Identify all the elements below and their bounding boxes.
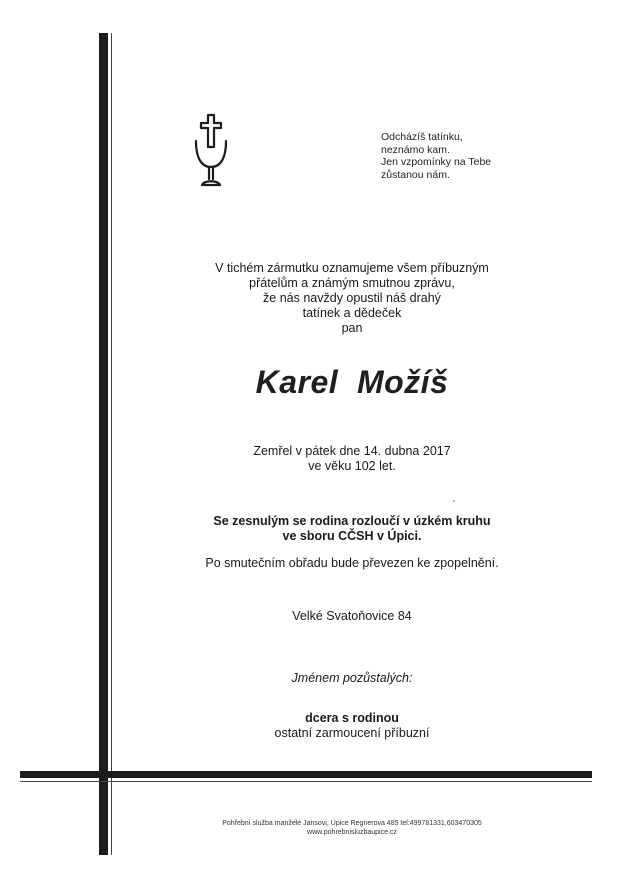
mourner-primary: dcera s rodinou [305,711,399,725]
deceased-name: Karel Možíš [255,364,449,400]
death-details [112,444,592,474]
address: Velké Svatoňovice 84 [292,609,412,623]
scan-speck [453,500,455,502]
announcement-line: V tichém zármutku oznamujeme všem příbuzným [215,261,489,275]
poem-line: zůstanou nám. [381,168,450,181]
poem-line: Jen vzpomínky na Tebe [381,156,492,168]
announcement-line: pan [341,321,363,335]
death-date-line: Zemřel v pátek dne 14. dubna 2017 [253,444,451,458]
poem-line: Odcházíš tatínku, [381,131,463,143]
farewell-details [112,514,592,544]
border-horizontal-thin [20,781,592,782]
border-horizontal-thick [20,771,592,778]
on-behalf-label: Jménem pozůstalých: [291,671,413,685]
announcement-line: přátelům a známým smutnou zprávu, [249,276,455,290]
footer-website: www.pohrebnisluzbaupice.cz [307,829,397,836]
mourner-secondary: ostatní zarmoucení příbuzní [274,726,430,740]
mourners-list [112,711,592,741]
funeral-service-footer [112,819,592,837]
cross-chalice-icon [194,113,228,189]
poem-line: neznámo kam. [381,143,450,156]
death-age-line: ve věku 102 let. [308,459,396,473]
cremation-note: Po smutečním obřadu bude převezen ke zpopelnění. [205,556,499,570]
announcement-line: že nás navždy opustil náš drahý [263,291,441,305]
border-vertical-thick [99,33,108,855]
poem-verse [381,131,491,181]
footer-contact: Pohřební služba manželé Jansovi, Úpice Regnerova 485 tel:499781331,603470305 [222,820,482,827]
farewell-line: Se zesnulým se rodina rozloučí v úzkém kruhu [213,514,491,528]
farewell-line: ve sboru CČSH v Úpici. [282,529,422,543]
announcement-text [112,261,592,336]
announcement-line: tatínek a dědeček [302,306,402,320]
